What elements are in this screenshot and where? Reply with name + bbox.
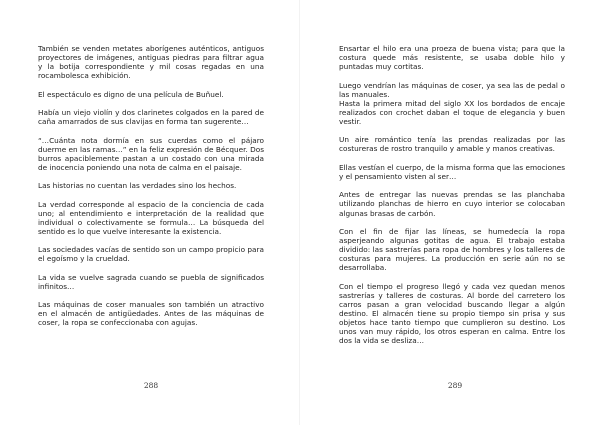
paragraph: Había un viejo violín y dos clarinetes colgados en la pared de caña amarrados de sus clavijas en forma tan sugerente… xyxy=(38,108,264,127)
paragraph: La verdad corresponde al espacio de la conciencia de cada uno; al entendimiento e interpretación de la realidad que individual o colectivamente se formula… La búsqueda del sentido es lo que vuelve interesante la existencia. xyxy=(38,199,264,236)
page-number: 288 xyxy=(143,381,159,390)
paragraph: “…Cuánta nota dormía en sus cuerdas como el pájaro duerme en las ramas…” en la feliz expresión de Bécquer. Dos burros apaciblemente pastan a un costado con una mirada de inocencia poniendo una nota de calma en el paisaje. xyxy=(38,135,264,172)
paragraph: Ensartar el hilo era una proeza de buena vista; para que la costura quede más resistente, se usaba doble hilo y puntadas muy cortitas. xyxy=(339,44,565,72)
paragraph: Un aire romántico tenía las prendas realizadas por las costureras de rostro tranquilo y amable y manos creativas. xyxy=(339,135,565,154)
right-page xyxy=(300,0,600,425)
left-page-body xyxy=(38,44,264,337)
paragraph: Las historias no cuentan las verdades sino los hechos. xyxy=(38,181,237,191)
paragraph: Las máquinas de coser manuales son también un atractivo en el almacén de antigüedades. Antes de las máquinas de coser, la ropa se confeccionaba con agujas. xyxy=(38,300,264,328)
paragraph: Antes de entregar las nuevas prendas se las planchaba utilizando planchas de hierro en cuyo interior se colocaban algunas brasas de carbón. xyxy=(339,190,565,218)
paragraph: Ellas vestían el cuerpo, de la misma forma que las emociones y el pensamiento visten al ser… xyxy=(339,162,565,181)
paragraph: Con el tiempo el progreso llegó y cada vez quedan menos sastrerías y talleres de costuras. Al borde del carretero los carros pasan a gran velocidad buscando llegar a algún destino. El almacén tiene su propio tiempo sin prisa y sus objetos hace tanto tiempo que cumplieron su destino. Los unos van muy rápido, los otros esperan en calma. Entre los dos la vida se desliza… xyxy=(339,281,565,346)
paragraph: Luego vendrían las máquinas de coser, ya sea las de pedal o las manuales. Hasta la primera mitad del siglo XX los bordados de encaje realizados con crochet daban el toque de elegancia y buen vestir. xyxy=(339,80,565,126)
right-page-body xyxy=(339,44,565,355)
paragraph: La vida se vuelve sagrada cuando se puebla de significados infinitos… xyxy=(38,272,264,291)
paragraph: Con el fin de fijar las líneas, se humedecía la ropa asperjeando algunas gotitas de agua. El trabajo estaba dividido: las sastrerías para ropa de hombres y los talleres de costuras para mujeres. La producción en serie aún no se desarrollaba. xyxy=(339,226,565,273)
paragraph: También se venden metates aborígenes auténticos, antiguos proyectores de imágenes, antiguas piedras para filtrar agua y la botija correspondiente y mil cosas regadas en una rocambolesca exhibición. xyxy=(38,44,264,81)
paragraph: El espectáculo es digno de una película de Buñuel. xyxy=(38,89,224,99)
paragraph: Las sociedades vacías de sentido son un campo propicio para el egoísmo y la crueldad. xyxy=(38,245,264,264)
page-number: 289 xyxy=(447,381,463,390)
